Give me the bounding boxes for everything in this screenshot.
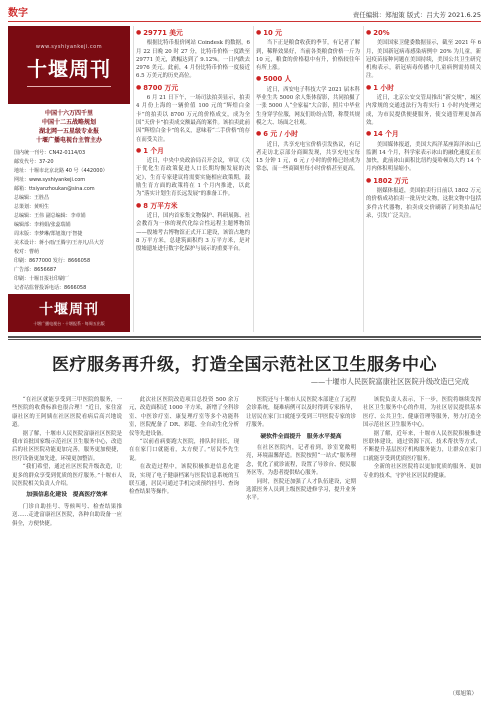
masthead-info-line: 广告部：8656687: [14, 267, 57, 273]
article-paragraph: 医院还与十堰市人民医院本部建立了远程会诊系统，疑难病例可以及时得到专家指导，让居民在家门口就能享受到三甲医院专家的诊疗服务。: [246, 397, 356, 429]
news-paragraph: 美国国家卫健委数据显示，截至 2021 年 6 月，美国新冠病毒感染病例中 20% 为儿童，新冠疫苗接种问题在美国持续，美国公共卫生研究机构表示，新冠病毒传播中儿童病例需持续关注。: [366, 40, 481, 80]
news-column-1: [136, 26, 250, 332]
bullet-icon: ●: [136, 201, 142, 209]
news-heading-text: 10 元: [263, 29, 282, 37]
masthead-info-line: 国内统一刊号：CN42-0114/03: [14, 150, 86, 156]
news-paragraph: 近日，西安电子科技大学 2021 届本科毕业生共 5000 余人集体留影，共同拍摄了一张 5000 人“全家福”大合影，照片中毕业生身穿学位服，网友们纷纷点赞，称赞其规模之大、场面之壮观。: [256, 86, 360, 126]
news-heading: [136, 147, 250, 155]
bullet-icon: ●: [136, 29, 142, 36]
news-heading-text: 14 个月: [373, 130, 399, 139]
article-subheading: 加强信息化建设 提高医疗效率: [26, 492, 108, 499]
header-meta: 责任编辑：郑旭策 版式：吕大芳 2021.6.25: [352, 11, 481, 19]
news-heading: [256, 75, 360, 83]
column-divider: [363, 26, 364, 332]
masthead-info-line: 周末版：李梦琳/郑旭策/于智捷: [14, 231, 83, 237]
masthead-title: 十堰周刊: [27, 56, 111, 81]
bottom-banner-title: 十堰周刊: [39, 302, 99, 318]
news-heading: [366, 130, 481, 138]
article-paragraph: 全新的社区医院将以更加优质的服务、更加专业的技术，守护社区居民的健康。: [363, 464, 481, 479]
news-paragraph: 近日，国内首家集文物保护、科研展陈、社会教育为一体的现代化综合性远程主题博物馆——殷墟考古博物馆正式开工建设，该馆占地约 8 万平方米，总建筑面积约 3 万平方米，是对殷墟遗址进行数字化保护与展示的重要平台。: [136, 212, 250, 253]
news-heading: [366, 84, 481, 92]
bullet-icon: ●: [366, 130, 372, 138]
news-paragraph: 近日，北京公安交管局推出“新交规”，城区内常规的交通违法行为将实行 1 小时内处理完成，为市民提供便捷服务，使交通管理更加高效。: [366, 95, 481, 126]
page-header: [8, 4, 481, 22]
bullet-icon: ●: [136, 83, 142, 91]
news-heading-text: 29771 美元: [143, 29, 183, 37]
masthead-bottom-banner: [8, 294, 130, 332]
article-column-1: [12, 396, 122, 686]
article-paragraph: 据了解，十堰市人民医院富康社区医院是我市首批国家级示范社区卫生服务中心，改造后的社区医院功能更加完善，服务更加便捷，医疗设备更加先进，环境更加整洁。: [12, 430, 122, 462]
news-heading: [136, 202, 250, 210]
article-paragraph: 该院负责人表示，下一步，医院将继续发挥社区卫生服务中心的作用，为社区居民提供基本医疗、公共卫生、健康管理等服务，努力打造全国示范社区卫生服务中心。: [363, 397, 481, 429]
bullet-icon: ●: [366, 176, 372, 184]
article-column-4: [363, 396, 481, 686]
masthead-info-line: 中国十六万四千里: [44, 110, 93, 117]
news-heading-text: 6 元 / 小时: [263, 130, 298, 139]
article-column-2: [129, 396, 239, 686]
news-heading: [256, 130, 360, 138]
news-paragraph: 据媒体报道，美国拍卖行日前以 1802 万元的价格成功拍卖一批历史文物，这批文物中包括多件古代器物，拍卖成交价刷新了同类拍品纪录，引发广泛关注。: [366, 188, 481, 219]
article-column-3: [246, 396, 356, 686]
column-divider: [253, 26, 254, 332]
article-paragraph: “以前看病要跑大医院，排队时间长，现在在家门口就能看，太方便了。”居民李先生说。: [129, 439, 239, 462]
news-paragraph: 近日，共享充电宝价格引发热议，有记者走访北京部分商圈发现，共享充电宝每 15 分钟 1 元，6 元 / 小时的价格已经成为常态，而一些商圈里每小时价格甚至更高。: [256, 141, 360, 173]
news-heading: [136, 29, 250, 37]
masthead-info-line: 美术设计：蒋小雨/王腾宇/王亦凡/吕大芳: [14, 240, 105, 246]
masthead-info-line: 总策划：黄明生: [14, 204, 50, 210]
bullet-icon: ●: [256, 130, 262, 138]
article-paragraph: “我们希望，通过社区医院升级改造，让更多的群众享受到优质的医疗服务。”十堰市人民医院相关负责人介绍。: [12, 464, 122, 488]
bullet-icon: ●: [256, 29, 262, 36]
news-heading-text: 1802 万元: [373, 176, 409, 185]
masthead-info-line: 邮发代号：37-20: [14, 159, 54, 165]
article-signature: （郑旭策）: [449, 691, 477, 697]
article-paragraph: “在社区就能享受到三甲医院的服务，一些医院的收费标准也很合理！”近日，家住富康社区的王阿姨在社区医院看病后高兴地说道。: [12, 397, 122, 429]
article-paragraph: 此次社区医院改造项目总投资 500 余万元，改造面积近 1000 平方米，新增了全科诊室、中医诊疗室、康复理疗室等多个功能科室，医院配备了 DR、彩超、全自动生化分析仪等先进设备。: [129, 397, 239, 437]
article-headline: 医疗服务再升级，打造全国示范社区卫生服务中心: [52, 355, 437, 375]
section-rule: [8, 336, 481, 338]
news-heading-text: 5000 人: [263, 75, 292, 84]
news-paragraph: 根据比特币报价网站 Coindesk 的数据，6 月 22 日晚 20 时 27 分，比特币价格一度跌至 29771 美元，跌幅达到了 9.12%。一日内跌去 2976 美元。此前，4 月份比特币价格一度接近 6.5 万美元的历史高位。: [136, 40, 250, 80]
masthead-info-line: 总编辑：王伟 副总编辑：李章娟: [14, 213, 86, 219]
masthead-info-line: 网址：www.syshiyankeji.com: [14, 177, 86, 183]
bullet-icon: ●: [256, 75, 262, 83]
masthead-info-line: 邮箱：ttsiyanzhoukan@sina.com: [14, 186, 95, 192]
masthead-info-line: 十堰广播电视台主管主办: [35, 137, 102, 144]
masthead: [8, 26, 130, 104]
news-heading: [136, 84, 250, 92]
news-heading: [366, 177, 481, 185]
news-heading: [256, 29, 360, 37]
bottom-banner-subtitle: 十堰广播电视台 · 十堰报系 · 每周五出版: [33, 321, 105, 326]
news-paragraph: 近日，中央中央政治局召开会议，审议《关于优化生育政策促进人口长期均衡发展的决定》，生育专家建议将需要实施相应政策期，鼓励生育方面的政策将在 1 个月内推进，以此为“落实计划生育长远发展”的准备工作。: [136, 158, 250, 198]
article-paragraph: 门诊自助挂号、等候叫号、检查结果推送……走进富康社区医院，各种自助设备一应俱全，方便快捷。: [12, 503, 122, 527]
masthead-info-line: 编辑部：李莉娟/张蕊瑞娟: [14, 222, 71, 228]
section-rule-thin: [8, 339, 481, 340]
news-heading: [366, 29, 481, 37]
news-column-2: [256, 26, 360, 332]
masthead-info: [8, 104, 130, 298]
bullet-icon: ●: [136, 146, 142, 154]
article-paragraph: 在改造过程中，该院积极推进信息化建设，实现了电子健康档案与医院信息系统的互联互通，居民可通过手机完成预约挂号、查询检查结果等操作。: [129, 464, 239, 496]
article-paragraph: 据了解，近年来，十堰市人民医院积极推进医联体建设，通过资源下沉、技术帮扶等方式，不断提升基层医疗机构服务能力，让群众在家门口就能享受到优质医疗服务。: [363, 430, 481, 462]
masthead-divider: [27, 86, 111, 87]
bullet-icon: ●: [366, 83, 372, 91]
news-column-3: [366, 26, 481, 332]
column-divider: [133, 26, 134, 332]
masthead-info-line: 总编辑：王胜昌: [14, 195, 50, 201]
bullet-icon: ●: [366, 29, 372, 36]
masthead-domain: www.syshiyankeji.com: [35, 43, 103, 50]
news-heading-text: 8 万平方米: [143, 201, 178, 210]
masthead-info-line: 校对：曹萌: [14, 249, 40, 255]
news-paragraph: 6 月 21 日下午，一场司法拍卖显示，拍卖 4 月份上海的一辆价值 100 元的“辉煌白金卡”的拍卖以 8700 万元的价格成交，成为全国“天价卡”拍卖成交额最高的案件。该拍卖此前因“辉煌白金卡”的名义，意味着“二手价格”的存在而受关注。: [136, 95, 250, 143]
news-heading-text: 1 个月: [143, 146, 164, 155]
article-paragraph: 同时，医院还加强了人才队伍建设，定期选派医务人员到上级医院进修学习，提升业务水平。: [246, 478, 356, 502]
masthead-info-line: 记者站监督投诉电话：8666058: [14, 285, 87, 291]
masthead-info-line: 印刷：十堰日报社印刷厂: [14, 276, 70, 282]
article-paragraph: 在社区医院内，记者看到，诊室宽敞明亮，环境温馨舒适。医院按照“一站式”服务理念，优化了就诊流程，设置了导诊台、便民服务区等，为患者提供贴心服务。: [246, 445, 356, 477]
masthead-info-line: 地址：十堰市北京北路 40 号（442000）: [14, 168, 108, 174]
masthead-info-line: 湖北网一五星级专业报: [38, 128, 99, 135]
masthead-info-line: 中国十二五战略规划: [41, 119, 96, 126]
news-heading-text: 20%: [373, 29, 390, 37]
masthead-sidebar: [8, 26, 130, 332]
news-paragraph: 美国媒体报道，美国大西洋某座海洋冰山已监测 14 个月，科学家表示冰山的融化速度正在加快，此前冰山面积比纽约曼哈顿岛大约 14 个月内体积明显缩小。: [366, 141, 481, 173]
news-paragraph: 当下正是粮食收获的季节，有记者了解到，稀释效果好，当前各类粮食价格一斤为 10 元，粮食的价格稳中有升，价格较往年有所上涨。: [256, 40, 360, 72]
news-heading-text: 1 小时: [373, 83, 394, 92]
article-subheading: 硬软件全面提升 服务水平提高: [260, 433, 342, 440]
news-heading-text: 8700 万元: [143, 83, 179, 92]
masthead-info-line: 印刷：8677000 发行：8666058: [14, 258, 91, 264]
section-label: 数字: [8, 8, 28, 19]
article-subhead: ——十堰市人民医院富康社区医院升级改造已完成: [310, 377, 469, 386]
